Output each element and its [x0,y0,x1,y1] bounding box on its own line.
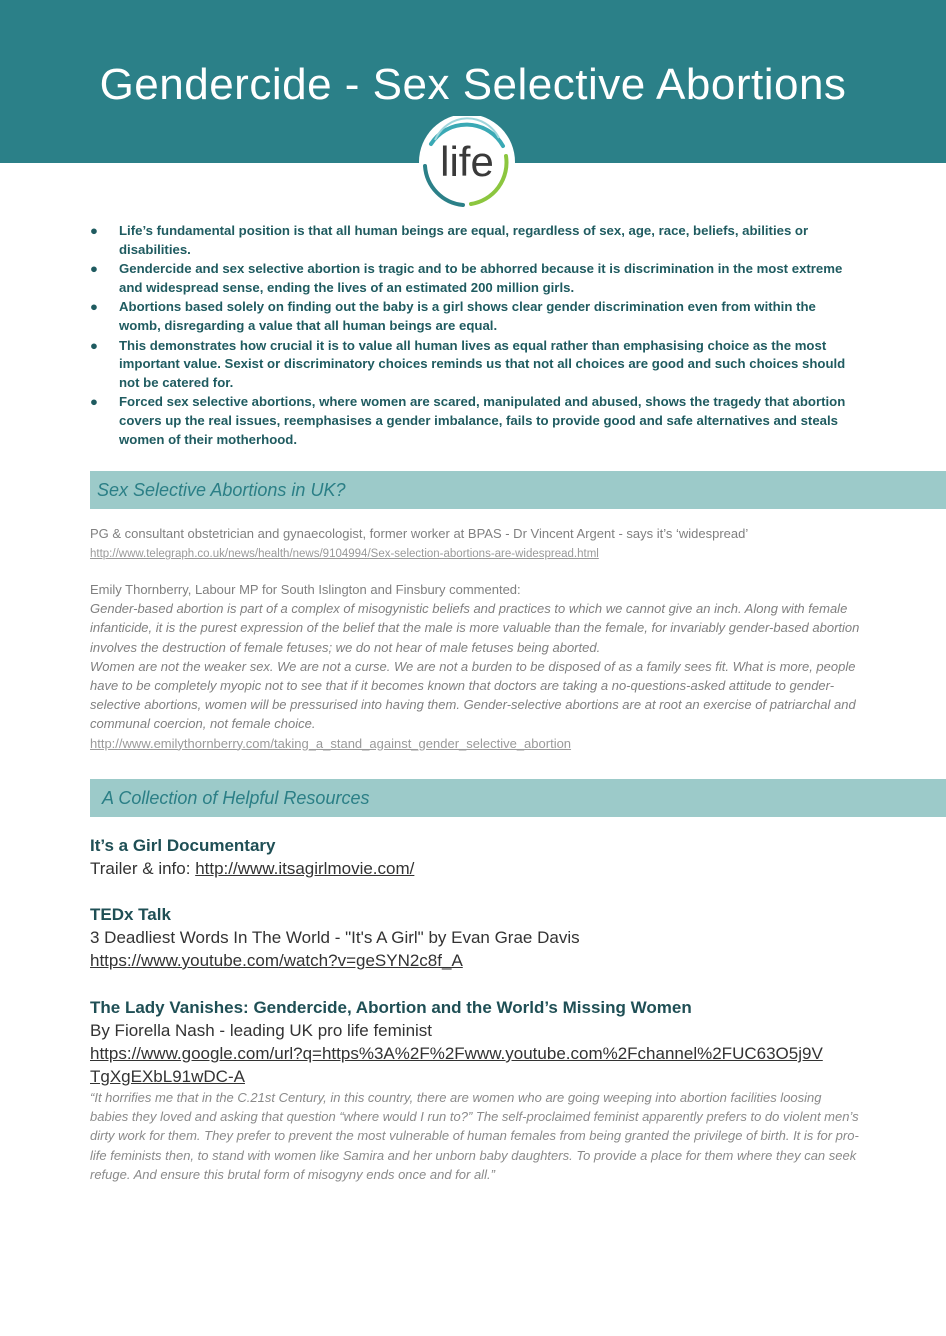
thornberry-link[interactable]: http://www.emilythornberry.com/taking_a_stand_against_gender_selective_abortion [90,735,572,751]
page-title: Gendercide - Sex Selective Abortions [99,60,847,109]
resource-line: Trailer & info: http://www.itsagirlmovie.com/ [90,859,415,878]
logo-text: life [440,138,494,185]
bullet-dot-icon: ● [90,394,98,410]
resources-heading: A Collection of Helpful Resources [102,788,370,808]
bullet-dot-icon: ● [90,261,98,277]
telegraph-link[interactable]: http://www.telegraph.co.uk/news/health/news/9104994/Sex-selection-abortions-are-widespread.html [90,548,599,561]
resources-section-header [90,779,946,817]
thornberry-quote-1: Gender-based abortion is part of a complex of misogynistic beliefs and practices to which we cannot give an inch. Along with female infanticide, it is the purest expression of the belief that the male is more valuable than the female, for invariably gender-based abortion involves the destruction of female fetuses; we do not hear of male fetuses being aborted. [90,601,860,655]
bullet-item: ● Abortions based solely on finding out the baby is a girl shows clear gender discrimination even from within the womb, disregarding a value that all human beings are equal. [90,299,816,333]
position-bullet-list [90,222,860,450]
youtube-link[interactable]: https://www.youtube.com/watch?v=geSYN2c8f_A [90,951,463,970]
nash-quote: “It horrifies me that in the C.21st Century, in this country, there are women who are going weeping into abortion facilities loosing babies they loved and asking that question “where would I run to?” The self-proclaimed feminist apparently prefers to do violent men’s dirty work for them. They prefer to prevent the most vulnerable of human females from being granted the privilege of birth. It is for pro-life feminists then, to stand with women like Samira and her unborn baby daughters. To provide a place for them where they can seek refuge. And ensure this brutal form of misogyny ends once and for all.” [90,1090,859,1182]
thornberry-intro: Emily Thornberry, Labour MP for South Islington and Finsbury commented: [90,582,521,597]
google-youtube-link-continued[interactable]: TgXgEXbL91wDC-A [90,1067,245,1086]
bullet-dot-icon: ● [90,337,98,353]
resource-title: The Lady Vanishes: Gendercide, Abortion and the World’s Missing Women [90,998,692,1017]
life-logo [411,116,523,212]
thornberry-statement [90,580,860,753]
argent-statement [90,524,860,564]
bullet-dot-icon: ● [90,299,98,315]
uk-section-header [90,471,946,509]
resource-lady-vanishes [90,997,860,1184]
resource-line: 3 Deadliest Words In The World - "It's A Girl" by Evan Grae Davis [90,928,580,947]
itsagirl-link[interactable]: http://www.itsagirlmovie.com/ [195,859,415,878]
uk-section-heading: Sex Selective Abortions in UK? [97,480,346,500]
resource-title: It’s a Girl Documentary [90,836,276,855]
argent-text: PG & consultant obstetrician and gynaecologist, former worker at BPAS - Dr Vincent Argent - says it’s ‘widespread’ [90,526,749,541]
google-youtube-link[interactable]: https://www.google.com/url?q=https%3A%2F%2Fwww.youtube.com%2Fchannel%2FUC63O5j9V [90,1044,823,1063]
bullet-dot-icon: ● [90,223,98,238]
resource-line: By Fiorella Nash - leading UK pro life feminist [90,1021,433,1040]
bullet-item: ● Gendercide and sex selective abortion is tragic and to be abhorred because it is discrimination in the most extreme and widespread sense, ending the lives of an estimated 200 million girls. [90,261,843,295]
resource-its-a-girl [90,835,860,880]
bullet-item: ● This demonstrates how crucial it is to value all human lives as equal rather than emphasising choice as the most important value. Sexist or discriminatory choices reminds us that not all choices are good and such choices should not be catered for. [90,337,846,390]
resource-tedx [90,904,860,972]
resource-title: TEDx Talk [90,905,171,924]
bullet-item: ● Life’s fundamental position is that all human beings are equal, regardless of sex, age, race, beliefs, abilities or disabilities. [90,223,809,257]
thornberry-quote-2: Women are not the weaker sex. We are not a curse. We are not a burden to be disposed of as a family sees fit. What is more, people have to be completely myopic not to see that if it becomes known that doctors are taking a no-questions-asked attitude to gender-selective abortions, women will be pressurised into having them. Gender-selective abortions are at root an exercise of patriarchal and communal coercion, not female choice. [90,658,856,732]
bullet-item: ● Forced sex selective abortions, where women are scared, manipulated and abused, shows the tragedy that abortion covers up the real issues, reemphasises a gender imbalance, fails to provide good and safe alternatives and steals women of their motherhood. [90,394,846,447]
